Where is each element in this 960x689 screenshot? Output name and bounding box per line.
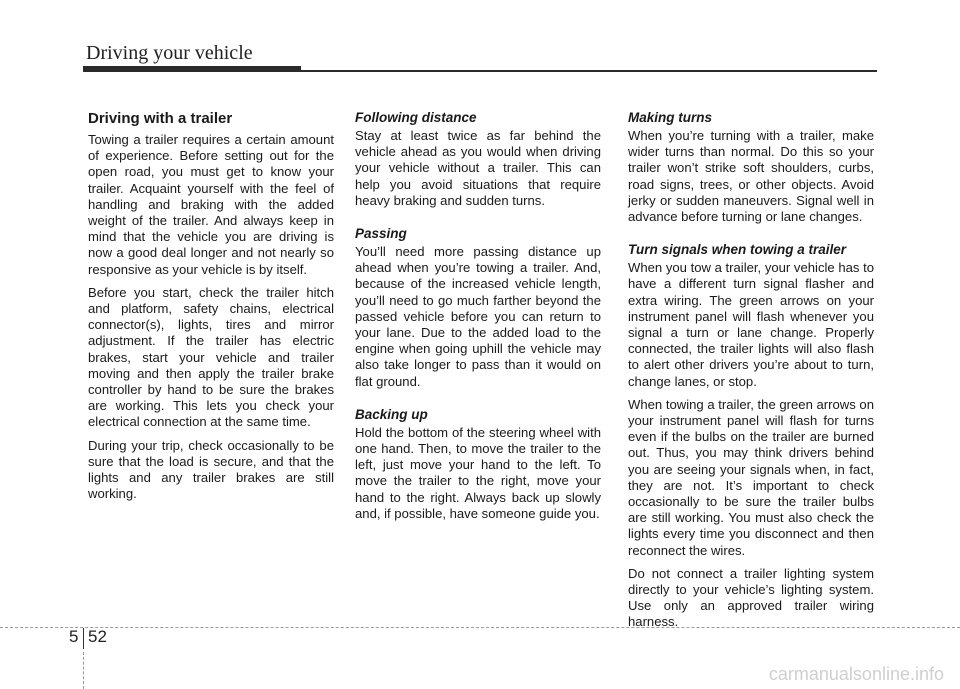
paragraph: Towing a trailer requires a certain amount of experience. Before setting out for the open road, you must get to know your trailer. Acquaint yourself with the feel of handling and braking with the added weight of the trailer. And always keep in mind that the vehicle you are driving is now a good deal longer and not nearly so responsive as your vehicle is by itself. <box>88 132 334 277</box>
subheading-turn-signals: Turn signals when towing a trailer <box>628 242 847 258</box>
header-rule-thick <box>83 66 301 72</box>
paragraph: Do not connect a trailer lighting system directly to your vehicle’s lighting system. Use only an approved trailer wiring harness. <box>628 565 874 630</box>
paragraph: During your trip, check occasionally to be sure that the load is secure, and that the lights and any trailer brakes are still working. <box>88 437 334 502</box>
subheading-making-turns: Making turns <box>628 110 713 125</box>
paragraph: Hold the bottom of the steering wheel with one hand. Then, to move the trailer to the left, just move your hand to the left. To move the trailer to the right, move your hand to the right. Always back up slowly and, if possible, have someone guide you. <box>355 424 601 521</box>
paragraph: Stay at least twice as far behind the vehicle ahead as you would when driving your vehicle without a trailer. This can help you avoid situations that require heavy braking and sudden turns. <box>355 128 601 208</box>
paragraph: Before you start, check the trailer hitch and platform, safety chains, electrical connector(s), lights, tires and mirror adjustment. If the trailer has electric brakes, start your vehicle and trailer moving and then apply the trailer brake controller by hand to be sure the brakes are working. This lets you check your electrical connection at the same time. <box>88 284 334 430</box>
subheading-passing: Passing <box>355 226 407 242</box>
header-title: Driving your vehicle <box>86 42 253 64</box>
section-heading: Driving with a trailer <box>88 110 233 127</box>
header-rule-thin <box>301 70 877 72</box>
paragraph: When you’re turning with a trailer, make wider turns than normal. Do this so your trailer won’t strike soft shoulders, curbs, road signs, trees, or other objects. Avoid jerky or sudden maneuvers. Signal well in advance before turning or lane changes. <box>628 128 874 225</box>
column-3 <box>628 110 874 638</box>
footer-divider <box>0 627 960 628</box>
footer-vertical-rule <box>83 628 84 649</box>
paragraph: When you tow a trailer, your vehicle has to have a different turn signal flasher and extra wiring. The green arrows on your instrument panel will flash whenever you signal a turn or lane change. Properly connected, the trailer lights will also flash to alert other drivers you’re about to turn, change lanes, or stop. <box>628 260 874 389</box>
subheading-following-distance: Following distance <box>355 110 477 125</box>
watermark: carmanualsonline.info <box>768 664 944 684</box>
paragraph: When towing a trailer, the green arrows on your instrument panel will flash for turns even if the bulbs on the trailer are burned out. Thus, you may think drivers behind you are seeing your signals when, in fact, they are not. It’s important to check occasionally to be sure the trailer bulbs are still working. You must also check the lights every time you disconnect and then reconnect the wires. <box>628 396 874 558</box>
column-2 <box>355 110 601 529</box>
page-number: 52 <box>88 627 107 646</box>
footer-vertical-dash <box>83 652 84 689</box>
subheading-backing-up: Backing up <box>355 406 428 422</box>
chapter-number: 5 <box>69 627 79 646</box>
column-1 <box>88 110 334 509</box>
paragraph: You’ll need more passing distance up ahead when you’re towing a trailer. And, because of the increased vehicle length, you’ll need to go much farther beyond the passed vehicle before you can return to your lane. Due to the added load to the engine when going uphill the vehicle may also take longer to pass than it would on flat ground. <box>355 244 601 389</box>
